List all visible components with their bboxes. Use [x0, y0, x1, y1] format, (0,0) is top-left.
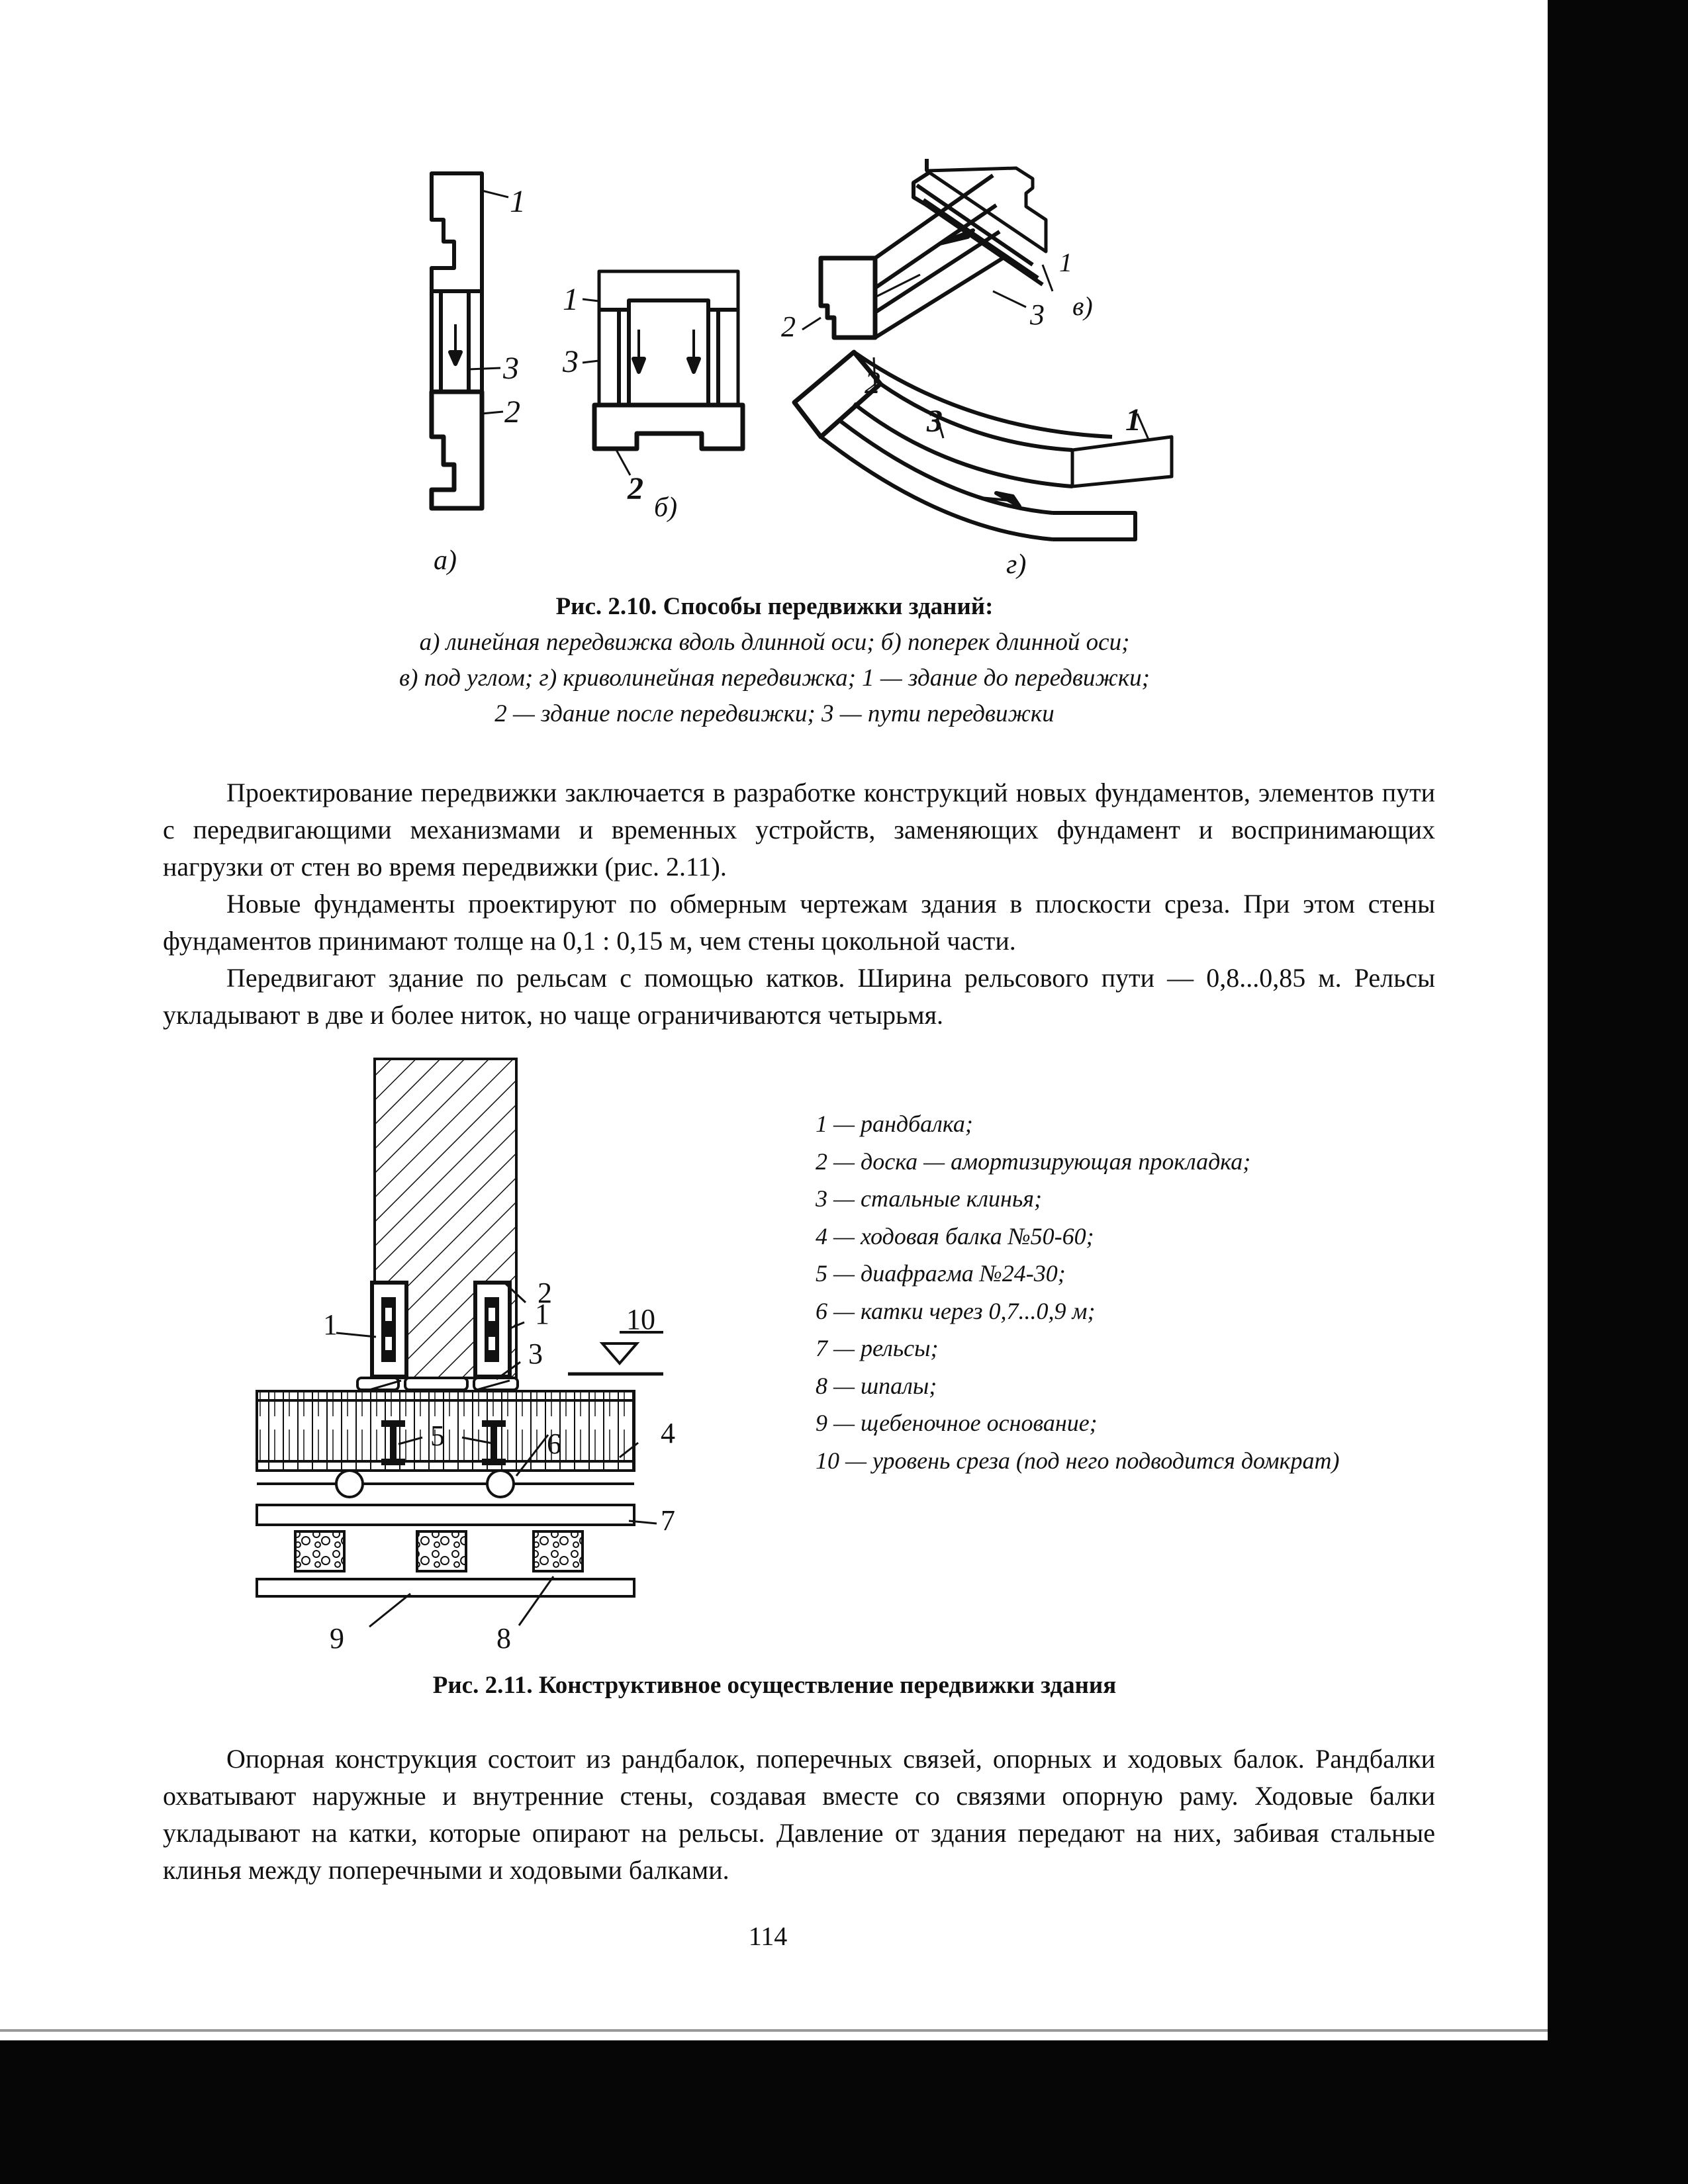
- paragraph: Передвигают здание по рельсам с помощью катков. Ширина рельсового пути — 0,8...0,85 м. Рельсы укладывают в две и более ниток, но чаще ограничиваются четырьмя.: [163, 963, 1435, 1030]
- fig-g-sublabel: г): [1006, 549, 1027, 580]
- fig-b-sublabel: б): [654, 492, 678, 523]
- page-number: 114: [748, 1921, 788, 1951]
- fig-2-11-label-1-right: 1: [535, 1298, 549, 1330]
- fig-g-curved-drawing: [794, 352, 1172, 539]
- fig-2-11-label-6: 6: [547, 1428, 561, 1460]
- fig-v-label-1: 1: [1059, 248, 1072, 277]
- gravel-base: [257, 1579, 634, 1596]
- fig-v-angle-drawing: [802, 159, 1053, 338]
- legend-item: 3 — стальные клинья;: [816, 1185, 1042, 1212]
- figure-2-11-caption-title: Рис. 2.11. Конструктивное осуществление передвижки здания: [432, 1672, 1117, 1699]
- figure-2-10-caption-line-1: а) линейная передвижка вдоль длинной оси; б) поперек длинной оси;: [419, 629, 1130, 656]
- figure-2-11-legend: [816, 1105, 1477, 1479]
- body-text-block-2: [163, 1741, 1435, 1889]
- fig-g-label-3: 3: [927, 404, 943, 439]
- paragraph: Проектирование передвижки заключается в разработке конструкций новых фундаментов, элементов пути с передвигающими механизмами и временных устройств, заменяющих фундамент и воспринимающих нагрузки от стен во время передвижки (рис. 2.11).: [163, 778, 1435, 882]
- legend-item: 9 — щебеночное основание;: [816, 1410, 1098, 1436]
- fig-v-label-2: 2: [781, 310, 796, 343]
- fig-2-11-label-4: 4: [661, 1417, 675, 1449]
- paragraph: Опорная конструкция состоит из рандбалок, поперечных связей, опорных и ходовых балок. Рандбалки охватывают наружные и внутренние стены, создавая вместе со связями опорную раму. Ходовые балки укладывают на катки, которые опирают на рельсы. Давление от здания передают на них, забивая стальные клинья между поперечными и ходовыми балками.: [163, 1744, 1435, 1885]
- fig-a-label-3: 3: [503, 351, 519, 386]
- legend-item: 6 — катки через 0,7...0,9 м;: [816, 1297, 1096, 1324]
- fig-g-label-2: 2: [865, 365, 880, 400]
- running-beam: [257, 1391, 634, 1471]
- fig-v-sublabel: в): [1072, 291, 1093, 321]
- fig-g-label-1: 1: [1125, 402, 1141, 437]
- legend-item: 10 — уровень среза (под него подводится домкрат): [816, 1447, 1340, 1474]
- fig-b-across-drawing: [583, 271, 743, 475]
- scan-dark-edge-right: [1548, 0, 1688, 2184]
- figure-2-10-caption-line-3: 2 — здание после передвижки; 3 — пути передвижки: [494, 700, 1055, 727]
- fig-2-11-label-2: 2: [538, 1277, 552, 1309]
- fig-b-label-1: 1: [563, 282, 579, 317]
- fig-2-11-label-7: 7: [661, 1504, 675, 1537]
- legend-item: 7 — рельсы;: [816, 1335, 939, 1361]
- legend-item: 8 — шпалы;: [816, 1372, 937, 1399]
- roller: [487, 1471, 514, 1497]
- fig-2-11-label-1-left: 1: [323, 1308, 338, 1341]
- figure-2-10-caption-title: Рис. 2.10. Способы передвижки зданий:: [555, 593, 994, 620]
- figure-2-11-caption: [199, 1668, 1350, 1704]
- level-marker: [602, 1343, 637, 1363]
- figure-2-10-caption-line-2: в) под углом; г) криволинейная передвижка; 1 — здание до передвижки;: [399, 664, 1150, 692]
- fig-v-label-3: 3: [1030, 298, 1045, 331]
- legend-item: 4 — ходовая балка №50-60;: [816, 1222, 1094, 1250]
- scan-edge-line: [0, 2029, 1548, 2032]
- roller: [336, 1471, 363, 1497]
- scan-dark-edge-bottom: [0, 2040, 1688, 2184]
- fig-b-label-3: 3: [563, 344, 579, 379]
- fig-a-sublabel: а): [434, 545, 457, 576]
- fig-b-label-2: 2: [628, 471, 643, 506]
- fig-2-11-label-5: 5: [430, 1420, 445, 1452]
- figure-2-11: [252, 1052, 715, 1655]
- rail: [257, 1505, 634, 1525]
- fig-2-11-label-8: 8: [496, 1622, 511, 1655]
- fig-a-linear-drawing: [432, 173, 508, 508]
- fig-a-label-2: 2: [504, 394, 520, 430]
- fig-2-11-label-9: 9: [330, 1622, 344, 1655]
- legend-item: 2 — доска — амортизирующая прокладка;: [816, 1148, 1251, 1175]
- sleeper: [534, 1531, 583, 1571]
- sleeper: [295, 1531, 344, 1571]
- legend-item: 1 — рандбалка;: [816, 1111, 973, 1137]
- sleeper: [417, 1531, 466, 1571]
- fig-2-11-label-10: 10: [626, 1303, 655, 1336]
- legend-item: 5 — диафрагма №24-30;: [816, 1260, 1066, 1287]
- fig-a-label-1: 1: [510, 184, 526, 219]
- fig-2-11-label-3: 3: [528, 1338, 543, 1370]
- paragraph: Новые фундаменты проектируют по обмерным чертежам здания в плоскости среза. При этом стены фундаментов принимают толще на 0,1 : 0,15 м, чем стены цокольной части.: [163, 889, 1435, 956]
- figure-2-10-caption: [199, 589, 1350, 732]
- figure-2-10: [397, 159, 1258, 582]
- body-text-block-1: [163, 774, 1435, 1034]
